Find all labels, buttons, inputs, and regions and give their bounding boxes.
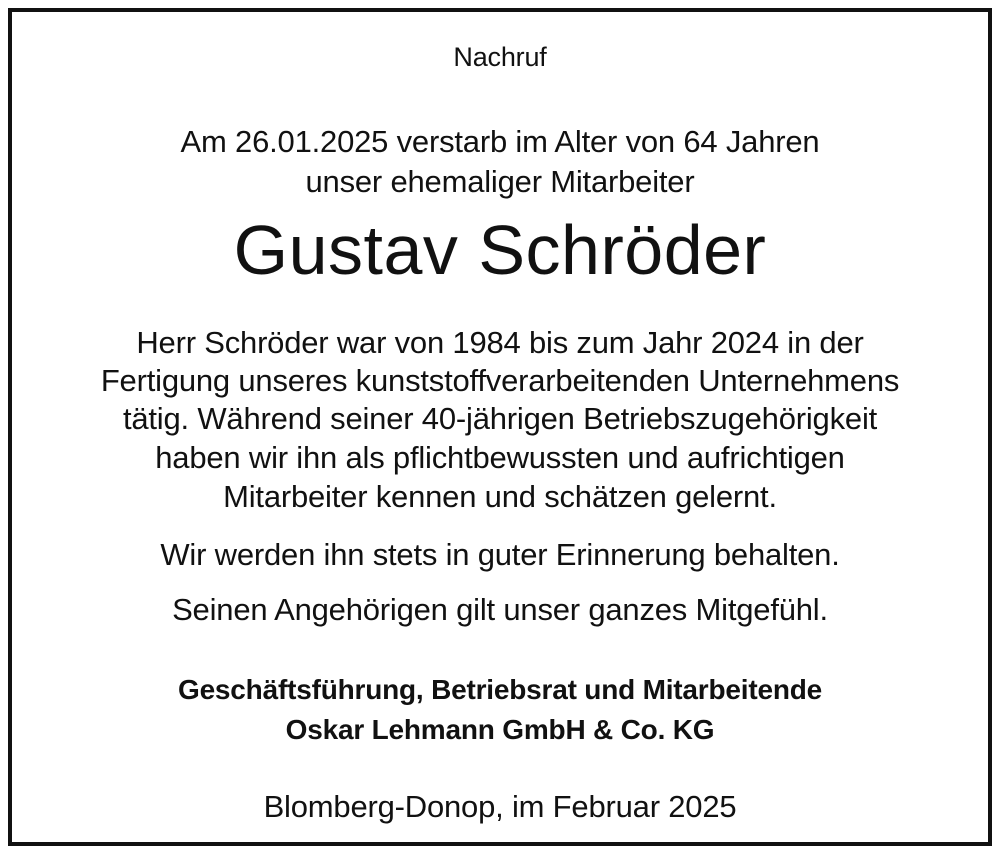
deceased-name: Gustav Schröder [233,211,767,289]
intro-line: Am 26.01.2025 verstarb im Alter von 64 Jahren [180,124,820,159]
place-date: Blomberg-Donop, im Februar 2025 [263,789,737,824]
obituary-frame [8,8,992,846]
body-line: Mitarbeiter kennen und schätzen gelernt. [223,479,777,514]
body-line: Fertigung unseres kunststoffverarbeitenden Unternehmens [100,363,900,398]
memory-statement: Wir werden ihn stets in guter Erinnerung behalten. [160,537,840,572]
body-line: Herr Schröder war von 1984 bis zum Jahr 2024 in der [136,325,864,360]
sympathy-statement: Seinen Angehörigen gilt unser ganzes Mitgefühl. [172,592,828,627]
obituary-heading: Nachruf [453,42,547,72]
body-line: tätig. Während seiner 40-jährigen Betriebszugehörigkeit [122,401,878,436]
company-name: Oskar Lehmann GmbH & Co. KG [285,714,715,745]
signature-line: Geschäftsführung, Betriebsrat und Mitarbeitende [177,674,823,705]
intro-line: unser ehemaliger Mitarbeiter [305,164,695,199]
body-line: haben wir ihn als pflichtbewussten und aufrichtigen [155,440,845,475]
